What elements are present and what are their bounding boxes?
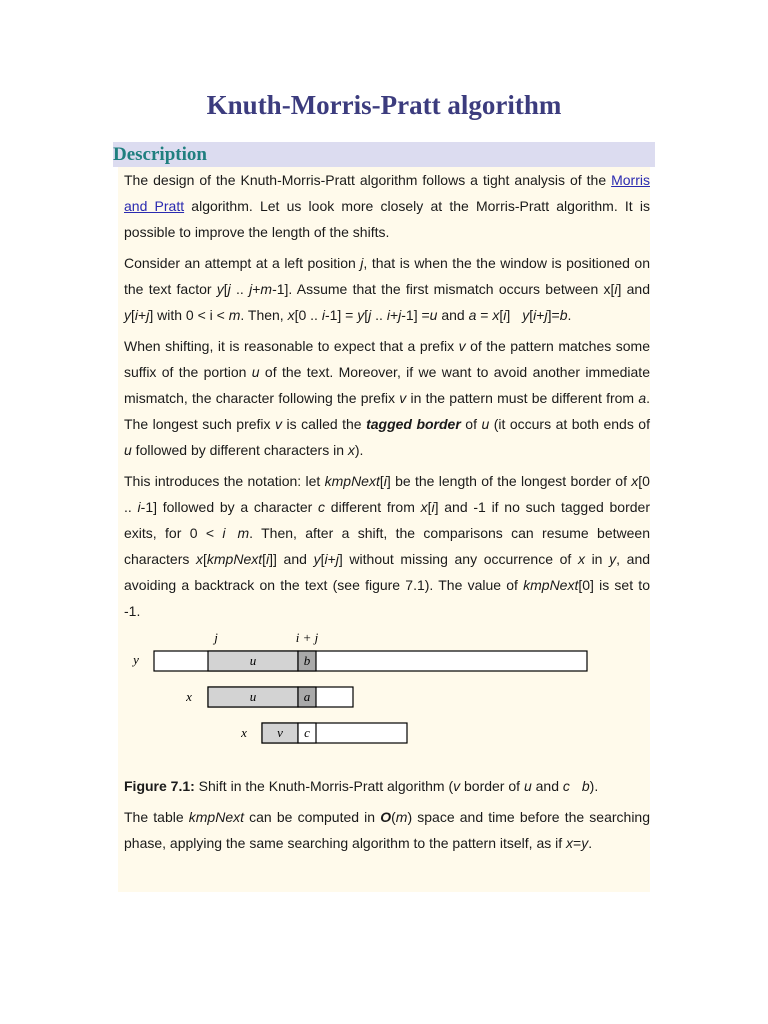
page-title: Knuth-Morris-Pratt algorithm [206, 90, 562, 120]
paragraph-1: The design of the Knuth-Morris-Pratt algorithm follows a tight analysis of the Morris and Pratt algorithm. Let us look more closely at the Morris-Pratt algorithm. It is possible to improve the length of the shifts. [124, 172, 650, 240]
paragraph-2: Consider an attempt at a left position j, that is when the the window is positioned on the text factor y[j .. j+m-1]. Assume that the first mismatch occurs between x[i] and y[i+j] with 0 < i < m. Then, x[0 .. i-1] = y[j .. i+j-1] =u and a = x[i] y[i+j]=b. [124, 255, 650, 323]
morris-pratt-link[interactable]: Morris and Pratt [124, 172, 650, 214]
tagged-border-term: tagged border [366, 416, 461, 432]
paragraph-3: When shifting, it is reasonable to expect that a prefix v of the pattern matches some suffix of the portion u of the text. Moreover, if we want to avoid another immediate mismatch, the character following the prefix v in the pattern must be different from a. The longest such prefix v is called the tagged border of u (it occurs at both ends of u followed by different characters in x). [124, 338, 650, 458]
label-v: v [277, 725, 283, 740]
figure-7-1 [124, 629, 650, 799]
label-c: c [304, 725, 310, 740]
label-j: j [214, 630, 218, 645]
description-content [118, 167, 650, 892]
section-title-description: Description [113, 144, 207, 165]
label-b: b [303, 653, 311, 668]
label-u-top: u [249, 653, 257, 668]
figure-caption-label: Figure 7.1: [124, 778, 195, 794]
label-x-shifted: x [241, 725, 247, 740]
section-header [113, 142, 655, 167]
paragraph-5: The table kmpNext can be computed in O(m) space and time before the searching phase, applying the same searching algorithm to the pattern itself, as if x=y. [124, 809, 650, 851]
label-i-plus-j: i + j [295, 630, 319, 645]
label-y: y [133, 652, 139, 667]
paragraph-4: This introduces the notation: let kmpNext[i] be the length of the longest border of x[0 .. i-1] followed by a character c different from x[i] and -1 if no such tagged border exits, for 0 < i m. Then, after a shift, the comparisons can resume between characters x[kmpNext[i]] and y[i+j] without missing any occurrence of x in y, and avoiding a backtrack on the text (see figure 7.1). The value of kmpNext[0] is set to -1. [124, 473, 651, 619]
label-u-middle: u [249, 689, 257, 704]
figure-caption: Figure 7.1: Shift in the Knuth-Morris-Pratt algorithm (v border of u and c b). [124, 778, 599, 794]
kmp-shift-diagram [124, 629, 650, 769]
label-a: a [303, 689, 311, 704]
label-x-first: x [186, 689, 192, 704]
